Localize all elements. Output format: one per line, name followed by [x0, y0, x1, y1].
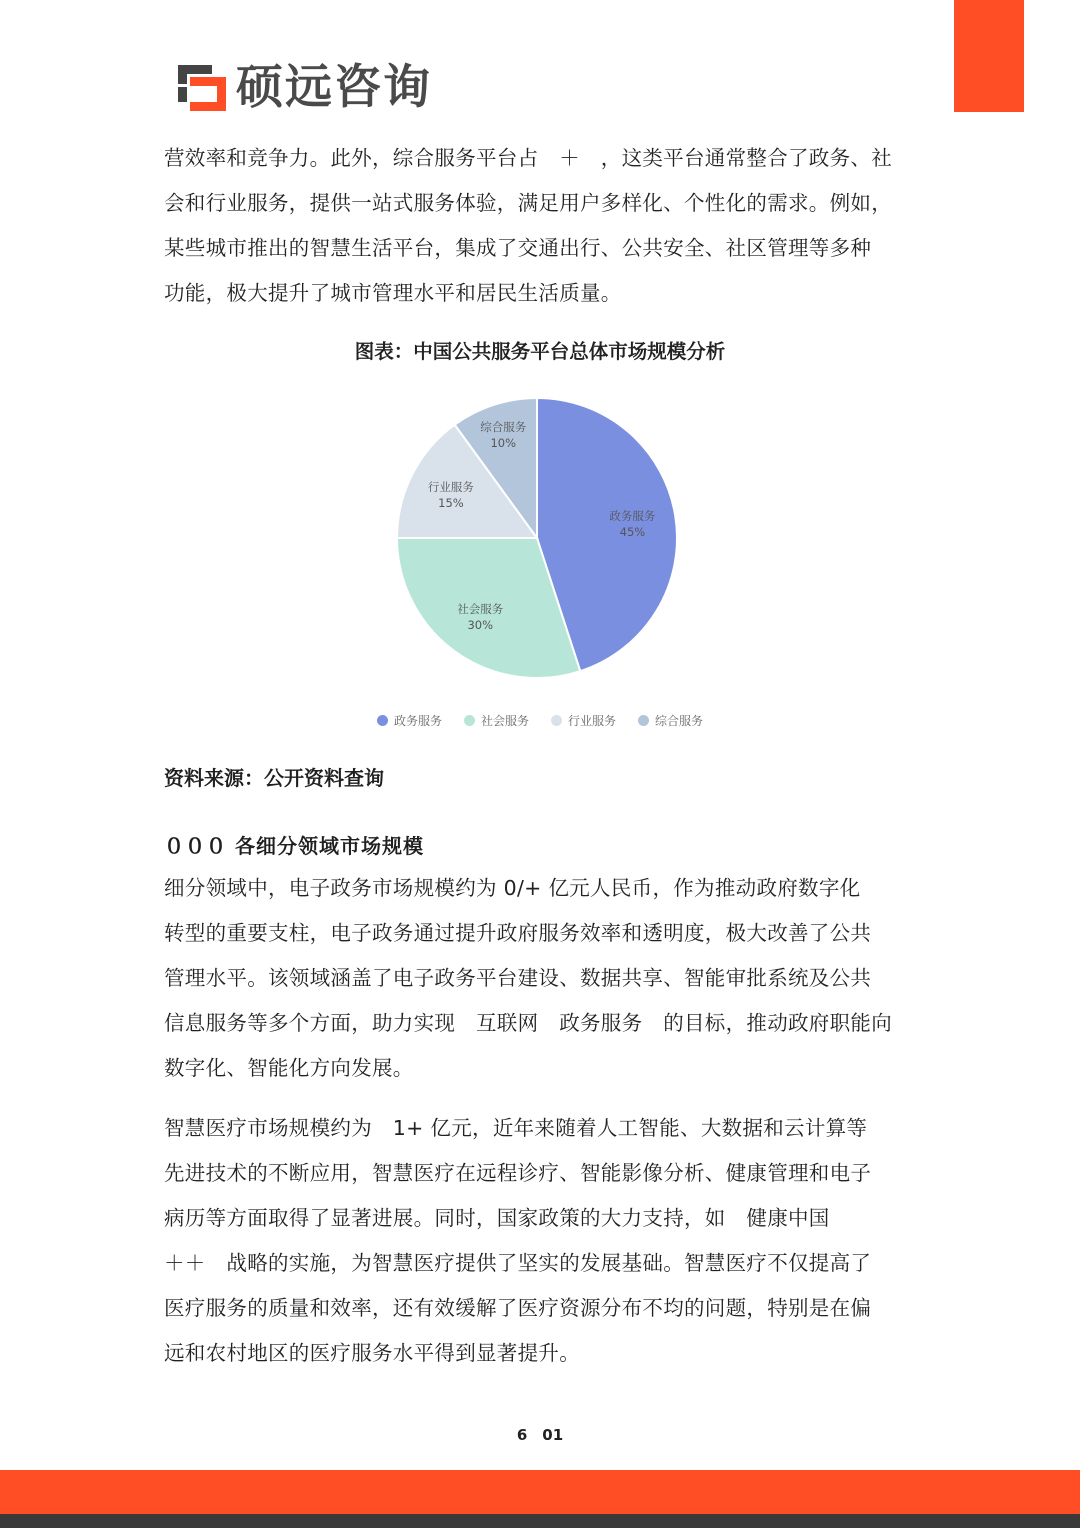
text-line: 信息服务等多个方面，助力实现 互联网 政务服务 的目标，推动政府职能向	[164, 1011, 892, 1035]
legend-label: 政务服务	[393, 714, 442, 728]
legend-label: 社会服务	[480, 714, 529, 728]
slice-label: 行业服务	[427, 480, 474, 495]
brand-logo	[176, 60, 432, 116]
source-note: 资料来源：公开资料查询	[164, 766, 384, 790]
text-line: 会和行业服务，提供一站式服务体验，满足用户多样化、个性化的需求。例如，	[164, 191, 892, 215]
section-paragraph-2	[164, 1106, 924, 1376]
legend-label: 行业服务	[568, 714, 617, 728]
section-paragraph-1	[164, 866, 924, 1091]
text-line: 病历等方面取得了显著进展。同时，国家政策的大力支持，如 健康中国	[164, 1206, 830, 1230]
text-line: 智慧医疗市场规模约为 1+ 亿元，近年来随着人工智能、大数据和云计算等	[164, 1116, 868, 1140]
text-line: 功能，极大提升了城市管理水平和居民生活质量。	[164, 281, 622, 305]
legend-item	[377, 712, 442, 729]
text-line: 医疗服务的质量和效率，还有效缓解了医疗资源分布不均的问题，特别是在偏	[164, 1296, 872, 1320]
slice-value-label: 45%	[619, 524, 646, 539]
brand-name: 硕远咨询	[236, 60, 432, 115]
legend-item	[551, 712, 616, 729]
slice-label: 政务服务	[609, 508, 656, 523]
text-line: 远和农村地区的医疗服务水平得到显著提升。	[164, 1341, 580, 1365]
legend-swatch	[464, 715, 475, 726]
legend-item	[464, 712, 529, 729]
text-line: 数字化、智能化方向发展。	[164, 1056, 414, 1080]
text-line: 先进技术的不断应用，智慧医疗在远程诊疗、智能影像分析、健康管理和电子	[164, 1161, 872, 1185]
slice-value-label: 15%	[438, 496, 464, 511]
page-number: 6 01	[516, 1426, 564, 1444]
legend-swatch	[377, 715, 388, 726]
brand-logo-icon	[176, 63, 228, 113]
legend-item	[638, 712, 703, 729]
slice-value-label: 10%	[490, 436, 517, 451]
corner-accent-block	[954, 0, 1024, 112]
legend-swatch	[551, 715, 562, 726]
chart-legend	[0, 712, 1080, 729]
footer-accent-bar	[0, 1470, 1080, 1514]
text-line: 细分领域中，电子政务市场规模约为 0/+ 亿元人民币，作为推动政府数字化	[164, 876, 861, 900]
slice-label: 综合服务	[480, 420, 527, 435]
intro-paragraph	[164, 136, 924, 316]
text-line: 转型的重要支柱，电子政务通过提升政府服务效率和透明度，极大改善了公共	[164, 921, 872, 945]
text-line: 营效率和竞争力。此外，综合服务平台占 ＋ ，这类平台通常整合了政务、社	[164, 146, 892, 170]
chart-title: 图表：中国公共服务平台总体市场规模分析	[354, 340, 726, 363]
slice-label: 社会服务	[457, 602, 504, 617]
text-line: 管理水平。该领域涵盖了电子政务平台建设、数据共享、智能审批系统及公共	[164, 966, 872, 990]
text-line: 某些城市推出的智慧生活平台，集成了交通出行、公共安全、社区管理等多种	[164, 236, 872, 260]
slice-value-label: 30%	[467, 618, 494, 633]
footer-dark-strip	[0, 1514, 1080, 1528]
legend-label: 综合服务	[655, 714, 704, 728]
text-line: ＋＋ 战略的实施，为智慧医疗提供了坚实的发展基础。智慧医疗不仅提高了	[164, 1251, 872, 1275]
legend-swatch	[638, 715, 649, 726]
pie-chart	[340, 386, 740, 686]
section-heading: ０００ 各细分领域市场规模	[164, 834, 424, 858]
